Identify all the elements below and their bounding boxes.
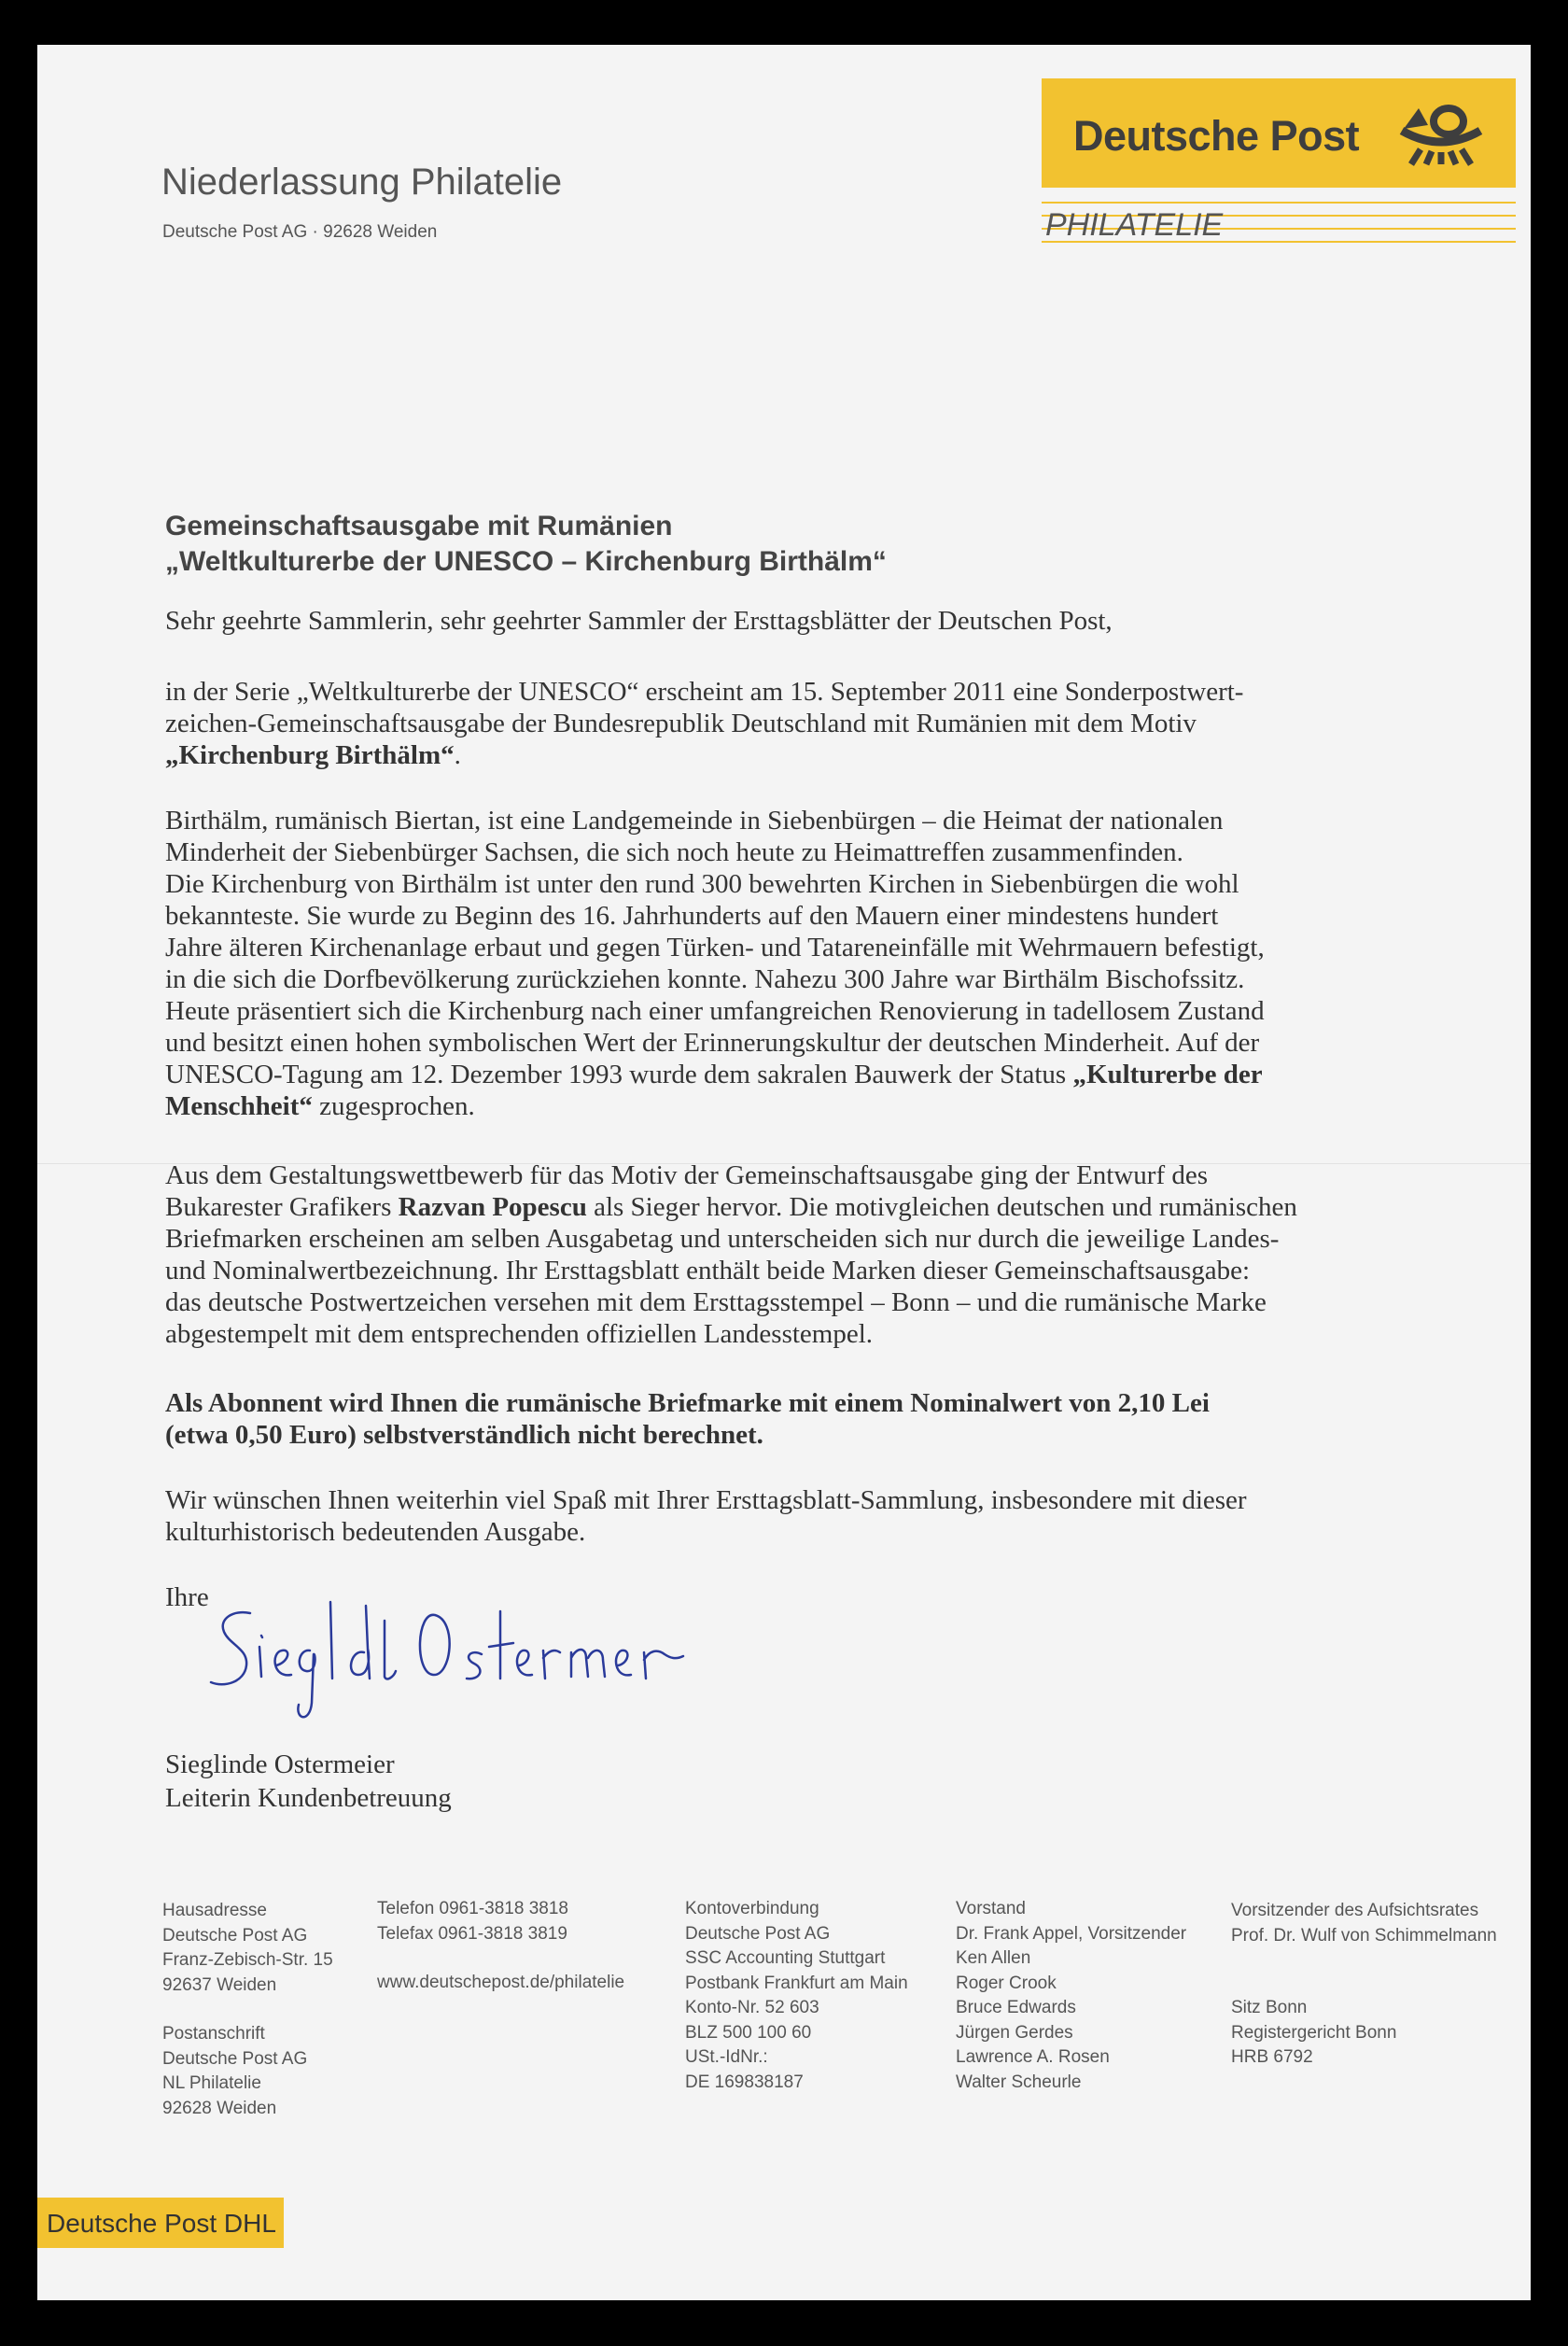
postal-address: Postanschrift Deutsche Post AG NL Philatelie 92628 Weiden	[162, 2024, 308, 2118]
fax-number: Telefax 0961-3818 3819	[377, 1923, 567, 1944]
signer-block	[165, 1748, 452, 1815]
intro-line: in der Serie „Weltkulturerbe der UNESCO“ erscheint am 15. September 2011 eine Sonderpostwert-	[165, 677, 1244, 707]
history-line: und besitzt einen hohen symbolischen Wert der Erinnerungskultur der deutschen Minderheit. Auf der	[165, 1028, 1260, 1058]
bank-details: Kontoverbindung Deutsche Post AG SSC Accounting Stuttgart Postbank Frankfurt am Main Konto-Nr. 52 603 BLZ 500 100 60 USt.-IdNr.: DE 169838187	[685, 1899, 908, 2092]
closing-word: Ihre	[165, 1582, 209, 1612]
closing-line: Wir wünschen Ihnen weiterhin viel Spaß mit Ihrer Ersttagsblatt-Sammlung, insbesondere mit dieser	[165, 1485, 1247, 1515]
dhl-brand-text: Deutsche Post DHL	[47, 2209, 276, 2238]
design-line: das deutsche Postwertzeichen versehen mit dem Ersttagsstempel – Bonn – und die rumänische Marke	[165, 1287, 1267, 1317]
website-link[interactable]: www.deutschepost.de/philatelie	[377, 1973, 625, 1992]
logo-text: Deutsche Post	[1073, 112, 1360, 160]
board-members: Vorstand Dr. Frank Appel, Vorsitzender Ken Allen Roger Crook Bruce Edwards Jürgen Gerdes Lawrence A. Rosen Walter Scheurle	[956, 1899, 1187, 2092]
motif-name: „Kirchenburg Birthälm“	[165, 740, 455, 770]
intro-paragraph	[165, 676, 1243, 771]
supervisory-board: Vorsitzender des Aufsichtsrates Prof. Dr. Wulf von Schimmelmann	[1231, 1901, 1497, 1946]
history-paragraph	[165, 805, 1265, 1122]
philatelie-label: PHILATELIE	[1045, 207, 1224, 243]
history-line: Birthälm, rumänisch Biertan, ist eine Landgemeinde in Siebenbürgen – die Heimat der nationalen	[165, 806, 1224, 836]
registry-info: Sitz Bonn Registergericht Bonn HRB 6792	[1231, 1998, 1397, 2067]
deutsche-post-logo	[1042, 78, 1516, 188]
contact-info	[377, 1897, 624, 1996]
design-line: abgestempelt mit dem entsprechenden offiziellen Landesstempel.	[165, 1319, 874, 1349]
salutation: Sehr geehrte Sammlerin, sehr geehrter Sammler der Ersttagsblätter der Deutschen Post,	[165, 606, 1113, 636]
subscriber-line: Als Abonnent wird Ihnen die rumänische Briefmarke mit einem Nominalwert von 2,10 Lei	[165, 1388, 1210, 1418]
history-line: Minderheit der Siebenbürger Sachsen, die sich noch heute zu Heimattreffen zusammenfinden.	[165, 837, 1183, 867]
intro-line: zeichen-Gemeinschaftsausgabe der Bundesrepublik Deutschland mit Rumänien mit dem Motiv	[165, 709, 1197, 738]
design-line: Briefmarken erscheinen am selben Ausgabetag und unterscheiden sich nur durch die jeweilige Landes-	[165, 1224, 1280, 1254]
subscriber-line: (etwa 0,50 Euro) selbstverständlich nicht berechnet.	[165, 1420, 763, 1450]
history-line: UNESCO-Tagung am 12. Dezember 1993 wurde dem sakralen Bauwerk der Status „Kulturerbe der	[165, 1060, 1263, 1089]
phone-number: Telefon 0961-3818 3818	[377, 1899, 568, 1918]
deutsche-post-dhl-logo	[37, 2198, 284, 2248]
subscriber-note	[165, 1387, 1210, 1451]
design-paragraph	[165, 1159, 1297, 1350]
history-line: in die sich die Dorfbevölkerung zurückziehen konnte. Nahezu 300 Jahre war Birthälm Bischofssitz.	[165, 964, 1245, 994]
signer-title: Leiterin Kundenbetreuung	[165, 1783, 452, 1813]
designer-name: Razvan Popescu	[398, 1192, 587, 1222]
design-line: und Nominalwertbezeichnung. Ihr Ersttagsblatt enthält beide Marken dieser Gemeinschaftsausgabe:	[165, 1256, 1251, 1285]
history-line: Die Kirchenburg von Birthälm ist unter den rund 300 bewehrten Kirchen in Siebenbürgen die wohl	[165, 869, 1239, 899]
history-line: bekannteste. Sie wurde zu Beginn des 16. Jahrhunderts auf den Mauern einer mindestens hundert	[165, 901, 1219, 931]
philatelie-lines	[1042, 202, 1516, 248]
closing-wish	[165, 1484, 1247, 1548]
letter-page	[37, 45, 1531, 2300]
letter-subject	[165, 509, 887, 580]
subject-line-2: „Weltkulturerbe der UNESCO – Kirchenburg Birthälm“	[165, 546, 887, 577]
sender-line: Deutsche Post AG · 92628 Weiden	[162, 222, 438, 242]
post-horn-icon	[1394, 99, 1488, 169]
closing-line: kulturhistorisch bedeutenden Ausgabe.	[165, 1517, 586, 1547]
subject-line-1: Gemeinschaftsausgabe mit Rumänien	[165, 511, 673, 541]
house-address: Hausadresse Deutsche Post AG Franz-Zebisch-Str. 15 92637 Weiden	[162, 1901, 333, 1995]
design-line: Bukarester Grafikers Razvan Popescu als Sieger hervor. Die motivgleichen deutschen und rumänischen	[165, 1192, 1297, 1222]
handwritten-signature	[205, 1593, 691, 1733]
history-line: Heute präsentiert sich die Kirchenburg nach einer umfangreichen Renovierung in tadellosem Zustand	[165, 996, 1265, 1026]
design-line: Aus dem Gestaltungswettbewerb für das Motiv der Gemeinschaftsausgabe ging der Entwurf des	[165, 1160, 1209, 1190]
signer-name: Sieglinde Ostermeier	[165, 1749, 395, 1779]
intro-line: „Kirchenburg Birthälm“.	[165, 740, 461, 770]
department-name: Niederlassung Philatelie	[161, 162, 563, 203]
history-line: Menschheit“ zugesprochen.	[165, 1091, 475, 1121]
history-line: Jahre älteren Kirchenanlage erbaut und gegen Türken- und Tatareneinfälle mit Wehrmauern befestigt,	[165, 933, 1265, 962]
